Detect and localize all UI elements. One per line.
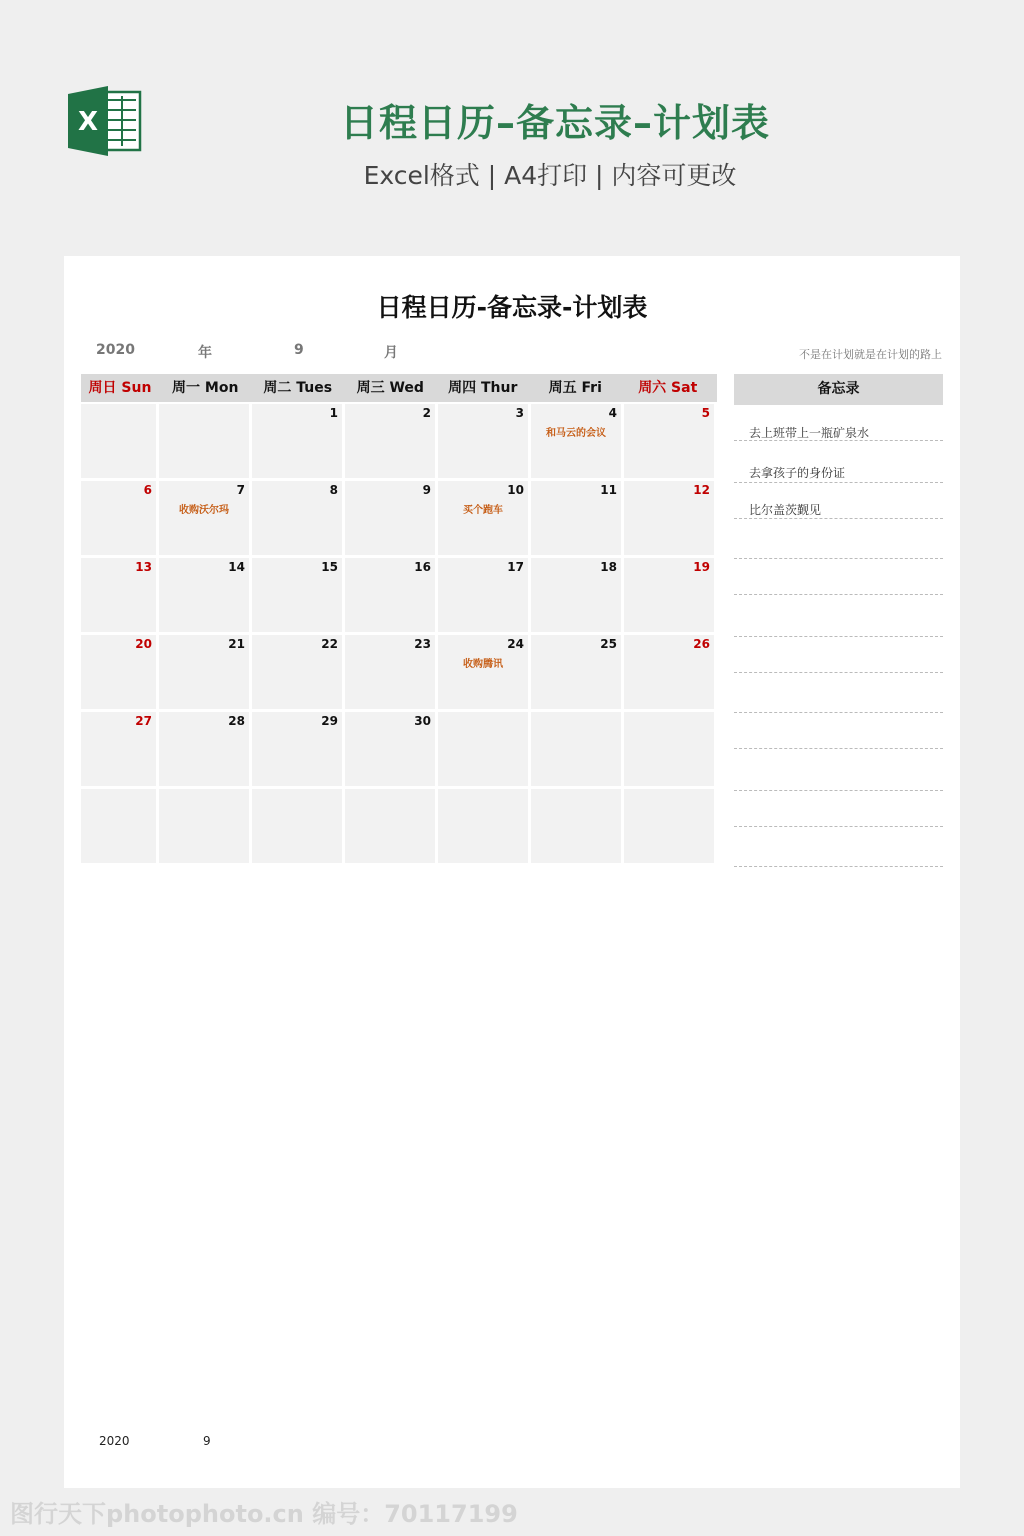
- weekday-sat: 周六 Sat: [638, 380, 698, 396]
- memo-line[interactable]: [734, 712, 943, 713]
- day-note: 和马云的会议: [546, 428, 606, 439]
- weekday-tue: 周二 Tues: [263, 380, 333, 396]
- weekday-wed: 周三 Wed: [356, 380, 424, 396]
- day-number: 9: [422, 483, 431, 497]
- day-number: 14: [228, 560, 245, 574]
- day-number: 19: [693, 560, 710, 574]
- year-value[interactable]: 2020: [96, 342, 135, 358]
- memo-line[interactable]: [734, 866, 943, 867]
- day-number: 23: [414, 637, 431, 651]
- memo-header: 备忘录: [734, 374, 943, 405]
- motto-text: 不是在计划就是在计划的路上: [799, 348, 942, 361]
- day-number: 29: [321, 714, 338, 728]
- day-number: 4: [608, 406, 617, 420]
- day-cell[interactable]: [531, 481, 624, 558]
- day-cell[interactable]: [438, 789, 531, 866]
- day-cell[interactable]: [624, 712, 717, 789]
- day-number: 1: [329, 406, 338, 420]
- day-note: 买个跑车: [463, 505, 503, 516]
- sheet-title: 日程日历-备忘录-计划表: [376, 293, 648, 322]
- day-cell[interactable]: [345, 789, 438, 866]
- day-cell[interactable]: [438, 712, 531, 789]
- day-number: 2: [422, 406, 431, 420]
- month-value[interactable]: 9: [294, 342, 304, 358]
- day-note: 收购沃尔玛: [179, 505, 229, 516]
- day-cell[interactable]: [159, 789, 252, 866]
- day-cell[interactable]: [159, 404, 252, 481]
- day-number: 16: [414, 560, 431, 574]
- day-cell[interactable]: [252, 558, 345, 635]
- day-cell[interactable]: [159, 712, 252, 789]
- day-cell[interactable]: [252, 481, 345, 558]
- footer-month: 9: [203, 1434, 211, 1448]
- memo-item: 去上班带上一瓶矿泉水: [749, 426, 870, 440]
- day-cell[interactable]: [624, 558, 717, 635]
- memo-item: 比尔盖茨觐见: [749, 503, 822, 517]
- day-cell[interactable]: [345, 712, 438, 789]
- day-number: 21: [228, 637, 245, 651]
- memo-line[interactable]: [734, 748, 943, 749]
- day-cell[interactable]: [81, 712, 159, 789]
- memo-line[interactable]: [734, 636, 943, 637]
- day-cell[interactable]: [81, 789, 159, 866]
- day-cell[interactable]: [159, 635, 252, 712]
- day-cell[interactable]: [531, 635, 624, 712]
- day-number: 30: [414, 714, 431, 728]
- day-cell[interactable]: [624, 635, 717, 712]
- weekday-sun: 周日 Sun: [88, 380, 152, 396]
- day-number: 17: [507, 560, 524, 574]
- day-number: 15: [321, 560, 338, 574]
- memo-line[interactable]: [734, 518, 943, 519]
- memo-line[interactable]: [734, 672, 943, 673]
- memo-item: 去拿孩子的身份证: [749, 466, 846, 480]
- day-number: 3: [515, 406, 524, 420]
- day-cell[interactable]: [345, 481, 438, 558]
- weekday-fri: 周五 Fri: [548, 380, 602, 396]
- day-cell[interactable]: [345, 558, 438, 635]
- memo-line[interactable]: [734, 790, 943, 791]
- day-cell[interactable]: [438, 635, 531, 712]
- day-number: 24: [507, 637, 524, 651]
- day-cell[interactable]: [624, 789, 717, 866]
- memo-line[interactable]: [734, 482, 943, 483]
- day-cell[interactable]: [81, 635, 159, 712]
- day-cell[interactable]: [531, 789, 624, 866]
- day-cell[interactable]: [159, 558, 252, 635]
- day-number: 20: [135, 637, 152, 651]
- day-number: 12: [693, 483, 710, 497]
- month-label: 月: [384, 345, 398, 361]
- day-cell[interactable]: [438, 481, 531, 558]
- day-cell[interactable]: [81, 404, 159, 481]
- excel-icon: [68, 86, 142, 156]
- day-number: 6: [143, 483, 152, 497]
- day-cell[interactable]: [624, 481, 717, 558]
- memo-line[interactable]: [734, 594, 943, 595]
- banner-subtitle: Excel格式 | A4打印 | 内容可更改: [363, 161, 737, 190]
- weekday-header: [81, 374, 717, 402]
- day-number: 25: [600, 637, 617, 651]
- day-cell[interactable]: [345, 635, 438, 712]
- day-cell[interactable]: [252, 712, 345, 789]
- day-number: 7: [236, 483, 245, 497]
- day-number: 22: [321, 637, 338, 651]
- memo-line[interactable]: [734, 558, 943, 559]
- day-number: 11: [600, 483, 617, 497]
- watermark-text: 图行天下photophoto.cn 编号：70117199: [10, 1500, 518, 1528]
- day-number: 10: [507, 483, 524, 497]
- day-number: 28: [228, 714, 245, 728]
- day-cell[interactable]: [252, 789, 345, 866]
- day-cell[interactable]: [345, 404, 438, 481]
- memo-line[interactable]: [734, 826, 943, 827]
- year-label: 年: [198, 345, 212, 361]
- day-cell[interactable]: [531, 404, 624, 481]
- day-number: 8: [329, 483, 338, 497]
- day-cell[interactable]: [81, 558, 159, 635]
- calendar-grid: [81, 404, 717, 866]
- weekday-thu: 周四 Thur: [448, 380, 518, 396]
- footer-year: 2020: [99, 1434, 130, 1448]
- excel-logo-letter: X: [77, 107, 99, 137]
- day-number: 26: [693, 637, 710, 651]
- day-cell[interactable]: [159, 481, 252, 558]
- day-cell[interactable]: [438, 558, 531, 635]
- day-number: 5: [701, 406, 710, 420]
- banner-title: 日程日历–备忘录–计划表: [339, 101, 770, 145]
- day-number: 13: [135, 560, 152, 574]
- day-cell[interactable]: [438, 404, 531, 481]
- calendar-sheet: [64, 256, 960, 1488]
- day-cell[interactable]: [531, 712, 624, 789]
- weekday-mon: 周一 Mon: [172, 380, 239, 396]
- day-note: 收购腾讯: [463, 659, 503, 670]
- day-cell[interactable]: [81, 481, 159, 558]
- day-cell[interactable]: [252, 635, 345, 712]
- day-cell[interactable]: [252, 404, 345, 481]
- day-number: 18: [600, 560, 617, 574]
- day-cell[interactable]: [531, 558, 624, 635]
- day-cell[interactable]: [624, 404, 717, 481]
- day-number: 27: [135, 714, 152, 728]
